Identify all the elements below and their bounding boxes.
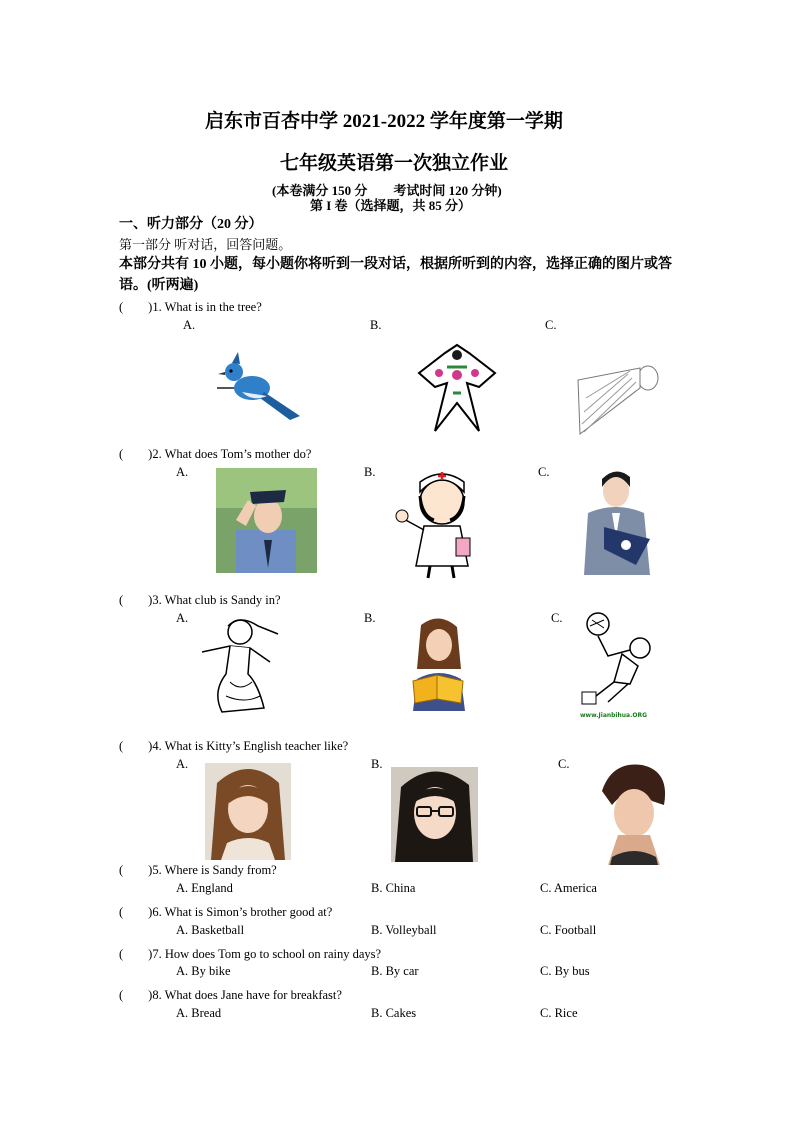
question-row [119,590,281,608]
option-c[interactable]: C. By bus [540,964,590,978]
answer-blank[interactable]: ( ) [119,593,153,607]
option-c[interactable]: C. Football [540,923,597,937]
question-row [119,736,348,754]
option-a-label: A. [176,611,189,625]
option-b[interactable]: B. By car [371,964,419,978]
option-a-label: A. [183,318,196,332]
question-row [119,860,277,878]
nurse-cartoon-image[interactable] [394,466,492,581]
option-b-label: B. [364,611,376,625]
option-c-label: C. [558,757,570,771]
option-b-label: B. [370,318,382,332]
instructions-line-1: 本部分共有 10 小题，每小题你将听到一段对话，根据所听到的内容，选择正确的图片或答 [119,257,672,272]
question-row [119,985,342,1003]
short-hair-woman-photo[interactable] [582,761,682,865]
dancing-girl-sketch[interactable] [200,612,286,716]
exam-info: (本卷满分 150 分 考试时间 120 分钟) [272,183,502,198]
answer-blank[interactable]: ( ) [119,863,153,877]
police-officer-photo[interactable] [216,468,317,573]
option-c-label: C. [551,611,563,625]
office-worker-photo[interactable] [574,467,661,575]
question-text: 8. What does Jane have for breakfast? [152,988,342,1002]
question-text: 1. What is in the tree? [152,300,262,314]
swallow-kite-image[interactable] [417,343,497,435]
answer-blank[interactable]: ( ) [119,447,153,461]
question-row [119,944,381,962]
option-a[interactable]: A. Basketball [176,923,245,937]
section-heading: 一、听力部分（20 分） [119,217,263,232]
answer-blank[interactable]: ( ) [119,947,153,961]
question-row [119,297,262,315]
question-row [119,444,311,462]
question-row [119,902,332,920]
answer-blank[interactable]: ( ) [119,739,153,753]
option-c-label: C. [545,318,557,332]
option-b[interactable]: B. Volleyball [371,923,437,937]
question-text: 4. What is Kitty’s English teacher like? [152,739,349,753]
option-c[interactable]: C. America [540,881,597,895]
watermark-text: www.Jianbihua.ORG [580,712,648,719]
volume-title: 第 I 卷（选择题，共 85 分） [310,198,472,213]
volleyball-player-sketch[interactable] [578,610,664,714]
option-c-label: C. [538,465,550,479]
option-a-label: A. [176,465,189,479]
question-text: 7. How does Tom go to school on rainy days? [152,947,382,961]
blue-jay-bird-image[interactable] [212,350,302,425]
option-a[interactable]: A. England [176,881,233,895]
option-b[interactable]: B. China [371,881,416,895]
glasses-woman-photo[interactable] [391,767,478,862]
answer-blank[interactable]: ( ) [119,300,153,314]
part-one-label: 第一部分 听对话，回答问题。 [119,237,292,252]
answer-blank[interactable]: ( ) [119,988,153,1002]
option-a[interactable]: A. Bread [176,1006,222,1020]
reading-girl-cartoon[interactable] [403,615,473,715]
option-b[interactable]: B. Cakes [371,1006,417,1020]
question-text: 2. What does Tom’s mother do? [152,447,312,461]
question-text: 5. Where is Sandy from? [152,863,277,877]
option-a-label: A. [176,757,189,771]
option-a[interactable]: A. By bike [176,964,231,978]
document-subtitle: 七年级英语第一次独立作业 [280,153,509,174]
question-text: 3. What club is Sandy in? [152,593,281,607]
instructions-line-2: 语。(听两遍) [119,278,199,293]
document-title: 启东市百杏中学 2021-2022 学年度第一学期 [205,111,563,132]
question-text: 6. What is Simon’s brother good at? [152,905,333,919]
option-b-label: B. [371,757,383,771]
long-hair-woman-photo[interactable] [205,763,291,860]
option-b-label: B. [364,465,376,479]
answer-blank[interactable]: ( ) [119,905,153,919]
option-c[interactable]: C. Rice [540,1006,578,1020]
shuttlecock-image[interactable] [570,358,662,440]
